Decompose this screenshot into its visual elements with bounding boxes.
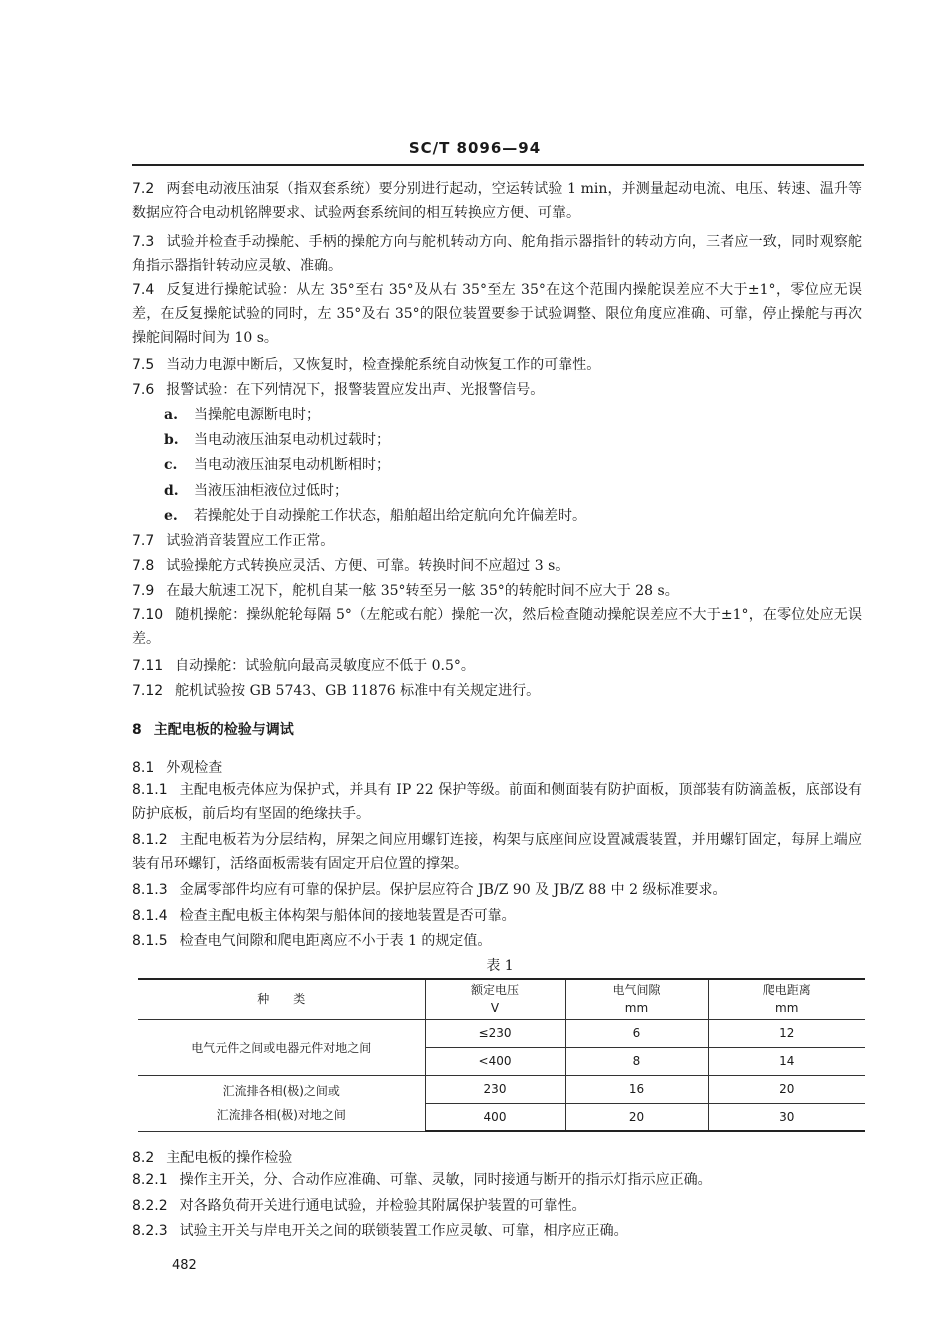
header-clearance-unit: mm xyxy=(624,1001,649,1016)
header-creepage-unit: mm xyxy=(775,1001,799,1016)
item-text: 当液压油柜液位过低时； xyxy=(194,483,348,499)
item-text: 若操舵处于自动操舵工作状态，船舶超出给定航向允许偏差时。 xyxy=(194,508,586,524)
cell-voltage: <400 xyxy=(425,1047,565,1075)
table-row xyxy=(138,1019,865,1047)
clause-text: 当动力电源中断后，又恢复时，检查操舵系统自动恢复工作的可靠性。 xyxy=(166,357,601,373)
clause-7-8 xyxy=(132,554,862,578)
clause-8-1 xyxy=(132,756,862,780)
clause-number: 8.1.2 xyxy=(132,832,168,848)
clause-text: 随机操舵：操纵舵轮每隔 5°（左舵或右舵）操舵一次，然后检查随动操舵误差应不大于±1°，在零位处应无误差。 xyxy=(132,607,862,647)
page-number: 482 xyxy=(172,1258,197,1273)
clause-text: 主配电板若为分层结构，屏架之间应用螺钉连接，构架与底座间应设置减震装置，并用螺钉固定，每屏上端应装有吊环螺钉，活络面板需装有固定开启位置的撑架。 xyxy=(132,832,862,872)
clause-number: 7.7 xyxy=(132,533,155,549)
item-label: d. xyxy=(164,483,179,499)
alarm-item-c xyxy=(164,453,390,477)
section-title: 主配电板的检验与调试 xyxy=(153,722,294,738)
clause-text: 试验操舵方式转换应灵活、方便、可靠。转换时间不应超过 3 s。 xyxy=(166,558,570,574)
clause-number: 7.11 xyxy=(132,658,164,674)
alarm-item-a xyxy=(164,403,320,427)
clause-text: 操作主开关，分、合动作应准确、可靠、灵敏，同时接通与断开的指示灯指示应正确。 xyxy=(179,1172,712,1188)
clause-text: 试验主开关与岸电开关之间的联锁装置工作应灵敏、可靠，相序应正确。 xyxy=(179,1223,628,1239)
clause-7-4 xyxy=(132,278,862,350)
cell-creepage: 12 xyxy=(708,1019,865,1047)
row-category-line: 汇流排各相(极)对地之间 xyxy=(216,1108,346,1122)
clause-number: 8.1 xyxy=(132,760,155,776)
clause-7-2 xyxy=(132,177,862,225)
clause-8-1-1 xyxy=(132,778,862,826)
row-category: 电气元件之间或电器元件对地之间 xyxy=(138,1019,425,1075)
clause-number: 7.4 xyxy=(132,282,155,298)
header-clearance xyxy=(565,979,708,1019)
clause-number: 8.1.4 xyxy=(132,908,168,924)
section-number: 8 xyxy=(132,722,142,738)
header-creepage xyxy=(708,979,865,1019)
clause-number: 8.2.2 xyxy=(132,1198,168,1214)
clause-text: 主配电板壳体应为保护式，并具有 IP 22 保护等级。前面和侧面装有防护面板，顶部装有防滴盖板，底部设有防护底板，前后均有坚固的绝缘扶手。 xyxy=(132,782,862,822)
table-header-row xyxy=(138,979,865,1019)
table-row xyxy=(138,1075,865,1103)
clause-7-10 xyxy=(132,603,862,651)
clause-7-9 xyxy=(132,579,862,603)
section-8-heading xyxy=(132,718,862,742)
item-label: a. xyxy=(164,407,178,423)
clause-number: 7.10 xyxy=(132,607,164,623)
clause-number: 8.1.3 xyxy=(132,882,168,898)
clause-7-3 xyxy=(132,230,862,278)
clause-number: 7.8 xyxy=(132,558,155,574)
clause-8-1-5 xyxy=(132,929,862,953)
cell-voltage: 400 xyxy=(425,1103,565,1131)
header-rule xyxy=(132,164,864,166)
spec-table xyxy=(138,978,865,1132)
clause-number: 8.1.1 xyxy=(132,782,168,798)
clause-text: 试验并检查手动操舵、手柄的操舵方向与舵机转动方向、舵角指示器指针的转动方向，三者应一致，同时观察舵角指示器指针转动应灵敏、准确。 xyxy=(132,234,862,274)
row-category xyxy=(138,1075,425,1131)
cell-clearance: 16 xyxy=(565,1075,708,1103)
header-clearance-label: 电气间隙 xyxy=(612,983,661,998)
clause-text: 反复进行操舵试验：从左 35°至右 35°及从右 35°至左 35°在这个范围内操舵误差应不大于±1°，零位应无误差，在反复操舵试验的同时，左 35°及右 35°的限位装置要参于试验调整、限位角度应准确、可靠，停止操舵与再次操舵间隔时间为 10 s。 xyxy=(132,282,862,346)
clause-number: 8.2 xyxy=(132,1150,155,1166)
clause-number: 7.3 xyxy=(132,234,155,250)
cell-voltage: ≤230 xyxy=(425,1019,565,1047)
clause-title: 外观检查 xyxy=(166,760,223,776)
clause-text: 在最大航速工况下，舵机自某一舷 35°转至另一舷 35°的转舵时间不应大于 28 s。 xyxy=(166,583,679,599)
clause-7-12 xyxy=(132,679,862,703)
header-voltage-unit: V xyxy=(490,1001,500,1016)
clause-8-2 xyxy=(132,1146,862,1170)
clause-text: 检查主配电板主体构架与船体间的接地装置是否可靠。 xyxy=(179,908,516,924)
clause-text: 两套电动液压油泵（指双套系统）要分别进行起动，空运转试验 1 min，并测量起动电流、电压、转速、温升等数据应符合电动机铭牌要求、试验两套系统间的相互转换应方便、可靠。 xyxy=(132,181,862,221)
clause-7-6 xyxy=(132,378,862,402)
clause-7-5 xyxy=(132,353,862,377)
clause-text: 检查电气间隙和爬电距离应不小于表 1 的规定值。 xyxy=(179,933,492,949)
clause-text: 自动操舵：试验航向最高灵敏度应不低于 0.5°。 xyxy=(175,658,475,674)
item-label: e. xyxy=(164,508,178,524)
header-creepage-label: 爬电距离 xyxy=(762,983,811,998)
header-category: 种 类 xyxy=(138,979,425,1019)
clause-8-1-4 xyxy=(132,904,862,928)
clause-text: 舵机试验按 GB 5743、GB 11876 标准中有关规定进行。 xyxy=(175,683,541,699)
item-text: 当电动液压油泵电动机断相时； xyxy=(194,457,390,473)
alarm-item-b xyxy=(164,428,390,452)
clause-7-7 xyxy=(132,529,862,553)
clause-8-1-3 xyxy=(132,878,862,902)
item-label: b. xyxy=(164,432,179,448)
alarm-item-e xyxy=(164,504,586,528)
clause-number: 7.9 xyxy=(132,583,155,599)
clause-8-2-1 xyxy=(132,1168,862,1192)
clause-text: 试验消音装置应工作正常。 xyxy=(166,533,335,549)
clause-text: 金属零部件均应有可靠的保护层。保护层应符合 JB/Z 90 及 JB/Z 88 中 2 级标准要求。 xyxy=(179,882,727,898)
item-text: 当操舵电源断电时； xyxy=(194,407,320,423)
alarm-item-d xyxy=(164,479,348,503)
cell-clearance: 20 xyxy=(565,1103,708,1131)
header-voltage-label: 额定电压 xyxy=(470,983,519,998)
item-text: 当电动液压油泵电动机过载时； xyxy=(194,432,390,448)
clause-number: 7.6 xyxy=(132,382,155,398)
row-category-line: 汇流排各相(极)之间或 xyxy=(222,1084,340,1098)
cell-clearance: 6 xyxy=(565,1019,708,1047)
clause-number: 8.1.5 xyxy=(132,933,168,949)
item-label: c. xyxy=(164,457,178,473)
cell-creepage: 14 xyxy=(708,1047,865,1075)
clause-title: 主配电板的操作检验 xyxy=(166,1150,293,1166)
clause-8-2-2 xyxy=(132,1194,862,1218)
clause-8-2-3 xyxy=(132,1219,862,1243)
cell-creepage: 30 xyxy=(708,1103,865,1131)
table-caption: 表 1 xyxy=(486,958,514,974)
clause-number: 7.2 xyxy=(132,181,155,197)
clause-number: 8.2.1 xyxy=(132,1172,168,1188)
header-voltage xyxy=(425,979,565,1019)
clause-number: 8.2.3 xyxy=(132,1223,168,1239)
page-header: SC/T 8096—94 xyxy=(408,139,542,157)
clause-text: 对各路负荷开关进行通电试验，并检验其附属保护装置的可靠性。 xyxy=(179,1198,586,1214)
clause-number: 7.5 xyxy=(132,357,155,373)
clause-8-1-2 xyxy=(132,828,862,876)
clause-7-11 xyxy=(132,654,862,678)
cell-clearance: 8 xyxy=(565,1047,708,1075)
cell-voltage: 230 xyxy=(425,1075,565,1103)
clause-text: 报警试验：在下列情况下，报警装置应发出声、光报警信号。 xyxy=(166,382,545,398)
clause-number: 7.12 xyxy=(132,683,164,699)
cell-creepage: 20 xyxy=(708,1075,865,1103)
